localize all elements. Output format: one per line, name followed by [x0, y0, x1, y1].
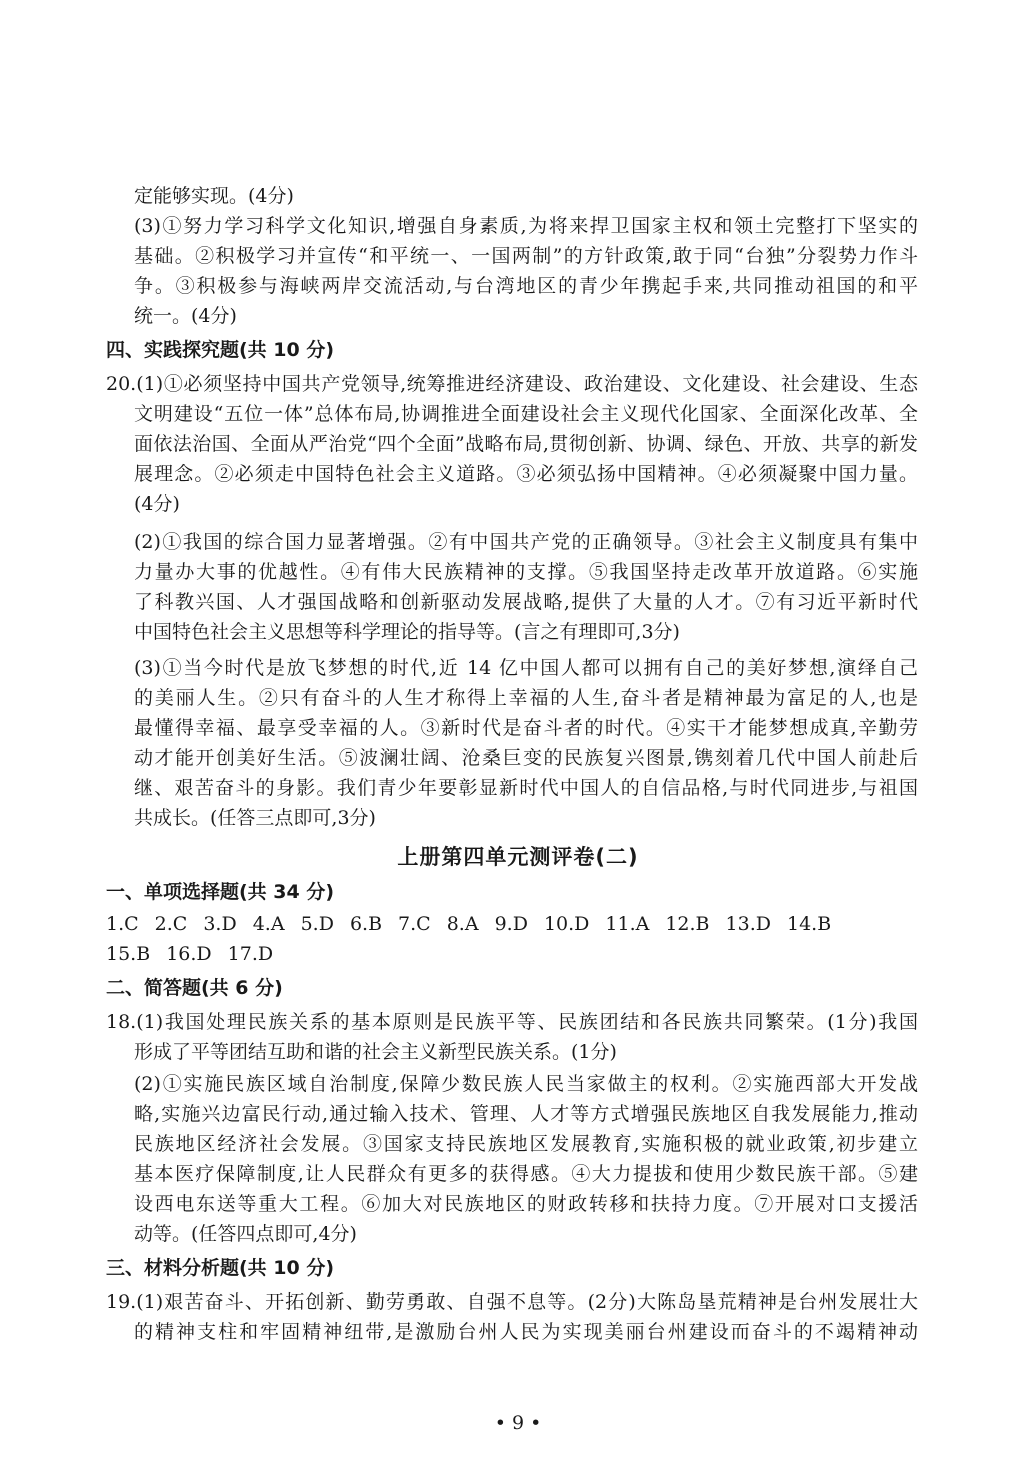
choice-answer: 3.D	[203, 913, 237, 935]
choice-answer: 8.A	[446, 913, 479, 935]
choice-answer: 10.D	[543, 913, 590, 935]
choice-answer: 1.C	[106, 913, 139, 935]
choice-answer: 5.D	[300, 913, 334, 935]
q18-2-line: (2)①实施民族区域自治制度,保障少数民族人民当家做主的权利。②实施西部大开发战	[134, 1073, 918, 1095]
choice-answer: 16.D	[166, 943, 212, 965]
q20-3-line: 动才能开创美好生活。⑤波澜壮阔、沧桑巨变的民族复兴图景,镌刻着几代中国人前赴后	[134, 747, 918, 769]
q19-1-line: 的精神支柱和牢固精神纽带,是激励台州人民为实现美丽台州建设而奋斗的不竭精神动	[134, 1321, 918, 1343]
choice-answer: 13.D	[725, 913, 771, 935]
q18-2-line: 设西电东送等重大工程。⑥加大对民族地区的财政转移和扶持力度。⑦开展对口支援活	[134, 1193, 918, 1215]
choice-answer: 15.B	[106, 943, 151, 965]
choice-answer: 6.B	[349, 913, 383, 935]
q20-2-line: (2)①我国的综合国力显著增强。②有中国共产党的正确领导。③社会主义制度具有集中	[134, 531, 918, 553]
q20-1-line: 展理念。②必须走中国特色社会主义道路。③必须弘扬中国精神。④必须凝聚中国力量。	[134, 463, 918, 485]
choice-answer: 17.D	[227, 943, 274, 965]
q20-3-line: 共成长。(任答三点即可,3分)	[134, 807, 376, 829]
q20-1-line: 20.(1)①必须坚持中国共产党领导,统筹推进经济建设、政治建设、文化建设、社会建设、生态	[106, 373, 918, 395]
q20-2-line: 了科教兴国、人才强国战略和创新驱动发展战略,提供了大量的人才。⑦有习近平新时代	[134, 591, 918, 613]
choice-answer-list	[106, 911, 918, 937]
q18-2-line: 基本医疗保障制度,让人民群众有更多的获得感。④大力提拔和使用少数民族干部。⑤建	[134, 1163, 918, 1185]
section-heading-material: 三、材料分析题(共 10 分)	[106, 1257, 335, 1279]
q20-2-line: 力量办大事的优越性。④有伟大民族精神的支撑。⑤我国坚持走改革开放道路。⑥实施	[134, 561, 918, 583]
choice-answer-list	[106, 941, 918, 967]
choice-answer: 11.A	[605, 913, 650, 935]
q19-3-line: (3)①努力学习科学文化知识,增强自身素质,为将来捍卫国家主权和领土完整打下坚实的	[134, 215, 918, 237]
q20-1-line: 文明建设“五位一体”总体布局,协调推进全面建设社会主义现代化国家、全面深化改革、全	[134, 403, 918, 425]
q19-3-line: 争。③积极参与海峡两岸交流活动,与台湾地区的青少年携起手来,共同推动祖国的和平	[134, 275, 918, 297]
q20-2-line: 中国特色社会主义思想等科学理论的指导等。(言之有理即可,3分)	[134, 621, 680, 643]
section-heading-short: 二、简答题(共 6 分)	[106, 977, 283, 999]
q18-2-line: 略,实施兴边富民行动,通过输入技术、管理、人才等方式增强民族地区自我发展能力,推动	[134, 1103, 918, 1125]
unit-test-title: 上册第四单元测评卷(二)	[397, 845, 639, 869]
q20-3-line: (3)①当今时代是放飞梦想的时代,近 14 亿中国人都可以拥有自己的美好梦想,演绎自己	[134, 657, 918, 679]
choice-answer: 2.C	[154, 913, 188, 935]
q19-1-line: 19.(1)艰苦奋斗、开拓创新、勤劳勇敢、自强不息等。(2分)大陈岛垦荒精神是台州发展壮大	[106, 1291, 918, 1313]
q18-1-line: 18.(1)我国处理民族关系的基本原则是民族平等、民族团结和各民族共同繁荣。(1分)我国	[106, 1011, 918, 1033]
q18-1-line: 形成了平等团结互助和谐的社会主义新型民族关系。(1分)	[134, 1041, 617, 1063]
q18-2-line: 动等。(任答四点即可,4分)	[134, 1223, 357, 1245]
choice-answer: 7.C	[398, 913, 431, 935]
q20-1-line: 面依法治国、全面从严治党“四个全面”战略布局,贯彻创新、协调、绿色、开放、共享的新发	[134, 433, 918, 455]
page-number: • 9 •	[494, 1412, 542, 1434]
section-heading-choice: 一、单项选择题(共 34 分)	[106, 881, 335, 903]
q19-tail-line: 定能够实现。(4分)	[134, 185, 294, 207]
q19-3-line: 统一。(4分)	[134, 305, 237, 327]
q20-3-line: 继、艰苦奋斗的身影。我们青少年要彰显新时代中国人的自信品格,与时代同进步,与祖国	[134, 777, 918, 799]
q20-3-line: 的美丽人生。②只有奋斗的人生才称得上幸福的人生,奋斗者是精神最为富足的人,也是	[134, 687, 918, 709]
q19-3-line: 基础。②积极学习并宣传“和平统一、一国两制”的方针政策,敢于同“台独”分裂势力作斗	[134, 245, 918, 267]
choice-answer: 14.B	[786, 913, 832, 935]
choice-answer: 12.B	[665, 913, 710, 935]
section-heading-practice: 四、实践探究题(共 10 分)	[106, 339, 335, 361]
q20-3-line: 最懂得幸福、最享受幸福的人。③新时代是奋斗者的时代。④实干才能梦想成真,辛勤劳	[134, 717, 918, 739]
q20-1-line: (4分)	[134, 493, 180, 515]
choice-answer: 4.A	[252, 913, 285, 935]
choice-answer: 9.D	[494, 913, 528, 935]
q18-2-line: 民族地区经济社会发展。③国家支持民族地区发展教育,实施积极的就业政策,初步建立	[134, 1133, 918, 1155]
